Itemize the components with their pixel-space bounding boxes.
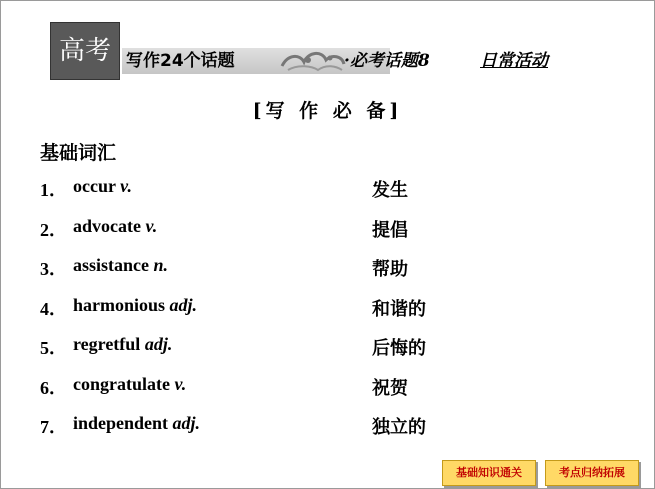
vocab-row [40, 374, 600, 402]
section-title: [写 作 必 备] [252, 100, 403, 122]
vocab-word [73, 295, 197, 316]
header [50, 22, 570, 80]
vocab-meaning: 和谐的 [372, 299, 426, 320]
part-of-speech: adj. [144, 334, 173, 354]
part-of-speech: v. [145, 216, 158, 236]
vocab-meaning: 提倡 [372, 220, 408, 241]
vocab-number: 1． [40, 180, 67, 200]
topic-name: 日常活动 [480, 51, 548, 71]
vocab-meaning: 帮助 [372, 259, 408, 280]
vocab-number: 5． [40, 338, 67, 358]
vocab-row [40, 216, 600, 244]
vocab-meaning: 发生 [372, 180, 408, 201]
topic-label: ·必考话题8 [344, 51, 430, 71]
vocab-meaning: 祝贺 [372, 378, 408, 399]
part-of-speech: adj. [172, 413, 201, 433]
vocab-row [40, 334, 600, 362]
part-of-speech: v. [174, 374, 187, 394]
word-text: advocate [73, 216, 141, 236]
part-of-speech: v. [120, 176, 132, 196]
vocab-number: 6． [40, 378, 67, 398]
word-text: assistance [73, 255, 149, 275]
vocab-row [40, 413, 600, 441]
basic-knowledge-button[interactable]: 基础知识通关 [442, 460, 536, 486]
vocab-number: 7． [40, 417, 67, 437]
word-text: congratulate [73, 374, 170, 394]
vocab-word [73, 413, 200, 434]
word-text: independent [73, 413, 169, 433]
vocab-number: 3． [40, 259, 67, 279]
logo-badge: 高考 [50, 22, 120, 80]
vocab-word [73, 176, 132, 197]
vocab-word [73, 216, 157, 237]
part-of-speech: adj. [169, 295, 198, 315]
vocab-word [73, 374, 186, 395]
vocab-word [73, 334, 172, 355]
word-text: occur [73, 176, 116, 196]
vocab-number: 4． [40, 299, 67, 319]
vocab-row [40, 295, 600, 323]
series-title: 写作24个话题 [126, 51, 235, 71]
vocab-meaning: 后悔的 [372, 338, 426, 359]
vocab-word [73, 255, 168, 276]
key-points-button[interactable]: 考点归纳拓展 [545, 460, 639, 486]
word-text: harmonious [73, 295, 166, 315]
part-of-speech: n. [153, 255, 169, 275]
vocab-row [40, 255, 600, 283]
word-text: regretful [73, 334, 141, 354]
cloud-swirl-icon [278, 44, 348, 76]
vocab-row [40, 176, 600, 204]
subsection-title: 基础词汇 [40, 142, 117, 164]
vocab-meaning: 独立的 [372, 417, 426, 438]
vocab-number: 2． [40, 220, 67, 240]
